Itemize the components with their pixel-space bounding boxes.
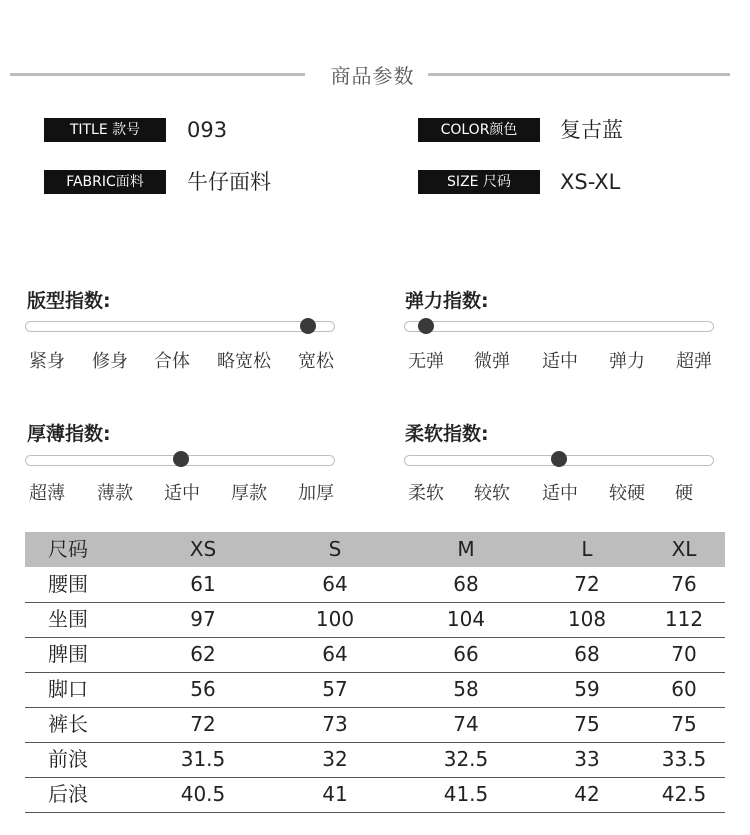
table-row-divider [25, 637, 725, 638]
fabric-tag: FABRIC面料 [44, 170, 166, 194]
table-cell: 裤长 [48, 712, 88, 736]
title-value: 093 [187, 118, 228, 142]
fit-label: 宽松 [298, 351, 334, 372]
table-cell: 70 [671, 642, 697, 666]
table-cell: 74 [453, 712, 479, 736]
fit-label: 紧身 [29, 351, 65, 372]
table-header-cell: 尺码 [48, 537, 88, 561]
table-cell: 66 [453, 642, 479, 666]
table-row-divider [25, 812, 725, 813]
table-cell: 97 [190, 607, 216, 631]
elasticity-index-title: 弹力指数: [405, 290, 489, 312]
title-tag: TITLE 款号 [44, 118, 166, 142]
fit-label: 修身 [92, 351, 128, 372]
table-cell: 61 [190, 572, 216, 596]
table-row-divider [25, 777, 725, 778]
header-divider-left [10, 73, 305, 76]
elasticity-label: 适中 [542, 351, 578, 372]
table-cell: 41 [322, 782, 348, 806]
table-cell: 64 [322, 572, 348, 596]
table-cell: 坐围 [48, 607, 88, 631]
table-cell: 59 [574, 677, 600, 701]
table-cell: 脚口 [48, 677, 88, 701]
table-cell: 68 [453, 572, 479, 596]
header-divider-right [428, 73, 730, 76]
thickness-index-title: 厚薄指数: [27, 423, 111, 445]
table-cell: 32.5 [443, 747, 489, 771]
thickness-label: 加厚 [298, 483, 334, 504]
softness-index-title: 柔软指数: [405, 423, 489, 445]
table-cell: 33.5 [661, 747, 707, 771]
table-cell: 42.5 [661, 782, 707, 806]
table-cell: 脾围 [48, 642, 88, 666]
table-cell: 72 [190, 712, 216, 736]
table-header-cell: XL [671, 537, 697, 561]
softness-index-knob [551, 451, 567, 467]
table-cell: 41.5 [443, 782, 489, 806]
table-cell: 68 [574, 642, 600, 666]
fabric-value: 牛仔面料 [187, 170, 271, 194]
table-cell: 100 [315, 607, 355, 631]
table-cell: 33 [574, 747, 600, 771]
fit-index-track [25, 321, 335, 332]
table-cell: 40.5 [180, 782, 226, 806]
fit-label: 略宽松 [217, 351, 271, 372]
table-cell: 31.5 [180, 747, 226, 771]
thickness-label: 厚款 [231, 483, 267, 504]
table-cell: 75 [574, 712, 600, 736]
table-cell: 104 [446, 607, 486, 631]
size-tag: SIZE 尺码 [418, 170, 540, 194]
softness-label: 较软 [474, 483, 510, 504]
softness-label: 适中 [542, 483, 578, 504]
table-cell: 72 [574, 572, 600, 596]
thickness-label: 超薄 [29, 483, 65, 504]
table-cell: 后浪 [48, 782, 88, 806]
table-cell: 57 [322, 677, 348, 701]
section-title: 商品参数 [330, 64, 415, 88]
table-cell: 前浪 [48, 747, 88, 771]
table-cell: 108 [567, 607, 607, 631]
table-row-divider [25, 672, 725, 673]
table-cell: 64 [322, 642, 348, 666]
table-cell: 62 [190, 642, 216, 666]
table-cell: 112 [664, 607, 704, 631]
softness-label: 柔软 [408, 483, 444, 504]
fit-index-knob [300, 318, 316, 334]
table-cell: 58 [453, 677, 479, 701]
table-cell: 32 [322, 747, 348, 771]
color-value: 复古蓝 [560, 118, 623, 142]
table-row-divider [25, 602, 725, 603]
table-cell: 73 [322, 712, 348, 736]
thickness-label: 薄款 [97, 483, 133, 504]
fit-index-title: 版型指数: [27, 290, 111, 312]
thickness-index-knob [173, 451, 189, 467]
size-table-header [25, 532, 725, 567]
table-cell: 腰围 [48, 572, 88, 596]
elasticity-label: 无弹 [408, 351, 444, 372]
table-row-divider [25, 742, 725, 743]
table-header-cell: XS [189, 537, 217, 561]
table-cell: 60 [671, 677, 697, 701]
table-cell: 75 [671, 712, 697, 736]
table-header-cell: S [328, 537, 342, 561]
color-tag: COLOR颜色 [418, 118, 540, 142]
table-header-cell: M [457, 537, 475, 561]
table-cell: 56 [190, 677, 216, 701]
size-value: XS-XL [560, 170, 621, 194]
elasticity-label: 弹力 [609, 351, 645, 372]
table-header-cell: L [581, 537, 593, 561]
softness-label: 硬 [675, 483, 693, 504]
elasticity-label: 微弹 [474, 351, 510, 372]
table-row-divider [25, 707, 725, 708]
elasticity-label: 超弹 [676, 351, 712, 372]
fit-label: 合体 [154, 351, 190, 372]
thickness-label: 适中 [164, 483, 200, 504]
table-cell: 42 [574, 782, 600, 806]
elasticity-index-knob [418, 318, 434, 334]
softness-label: 较硬 [609, 483, 645, 504]
table-cell: 76 [671, 572, 697, 596]
elasticity-index-track [404, 321, 714, 332]
